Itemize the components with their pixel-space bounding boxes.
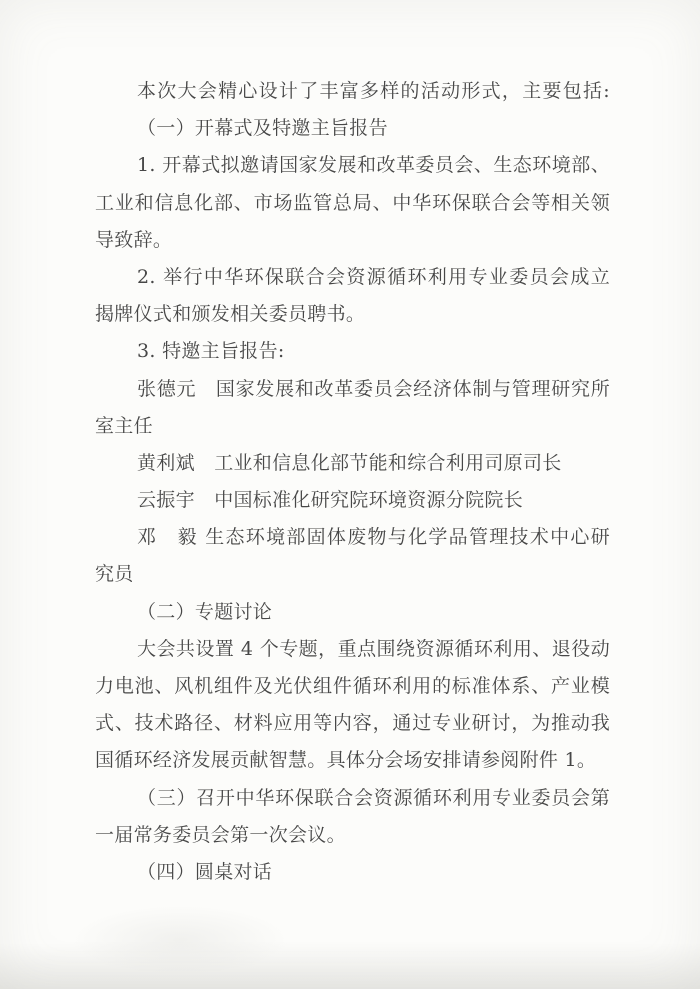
- text-line: 云振宇 中国标准化研究院环境资源分院院长: [137, 489, 524, 512]
- scan-bottom-shade: [0, 943, 700, 989]
- text-line: 黄利斌 工业和信息化部节能和综合利用司原司长: [137, 451, 562, 474]
- text-line: 力电池、风机组件及光伏组件循环利用的标准体系、产业模: [95, 675, 610, 697]
- text-block: [95, 73, 610, 891]
- text-line: 本次大会精心设计了丰富多样的活动形式，主要包括:: [137, 80, 610, 102]
- text-line: 邓 毅 生态环境部固体废物与化学品管理技术中心研: [137, 526, 610, 549]
- text-line: 室主任: [95, 414, 153, 437]
- text-line: 式、技术路径、材料应用等内容，通过专业研讨，为推动我: [95, 712, 610, 735]
- text-line: 2. 举行中华环保联合会资源循环利用专业委员会成立: [137, 265, 610, 288]
- scan-smudge: [70, 905, 290, 975]
- text-line: 张德元 国家发展和改革委员会经济体制与管理研究所: [137, 377, 610, 400]
- text-line: （一）开幕式及特邀主旨报告: [137, 117, 388, 140]
- text-line: 工业和信息化部、市场监管总局、中华环保联合会等相关领: [95, 191, 610, 214]
- text-line: 大会共设置 4 个专题，重点围绕资源循环利用、退役动: [137, 637, 610, 660]
- text-line: （二）专题讨论: [137, 600, 273, 623]
- text-line: 一届常务委员会第一次会议。: [95, 823, 346, 846]
- text-line: （三）召开中华环保联合会资源循环利用专业委员会第: [137, 786, 610, 809]
- text-line: 3. 特邀主旨报告:: [137, 340, 285, 363]
- text-line: 揭牌仪式和颁发相关委员聘书。: [95, 303, 366, 326]
- text-line: （四）圆桌对话: [137, 860, 273, 883]
- text-line: 导致辞。: [95, 228, 173, 251]
- text-line: 究员: [95, 563, 134, 586]
- text-line: 国循环经济发展贡献智慧。具体分会场安排请参阅附件 1。: [95, 749, 597, 772]
- text-line: 1. 开幕式拟邀请国家发展和改革委员会、生态环境部、: [137, 154, 610, 177]
